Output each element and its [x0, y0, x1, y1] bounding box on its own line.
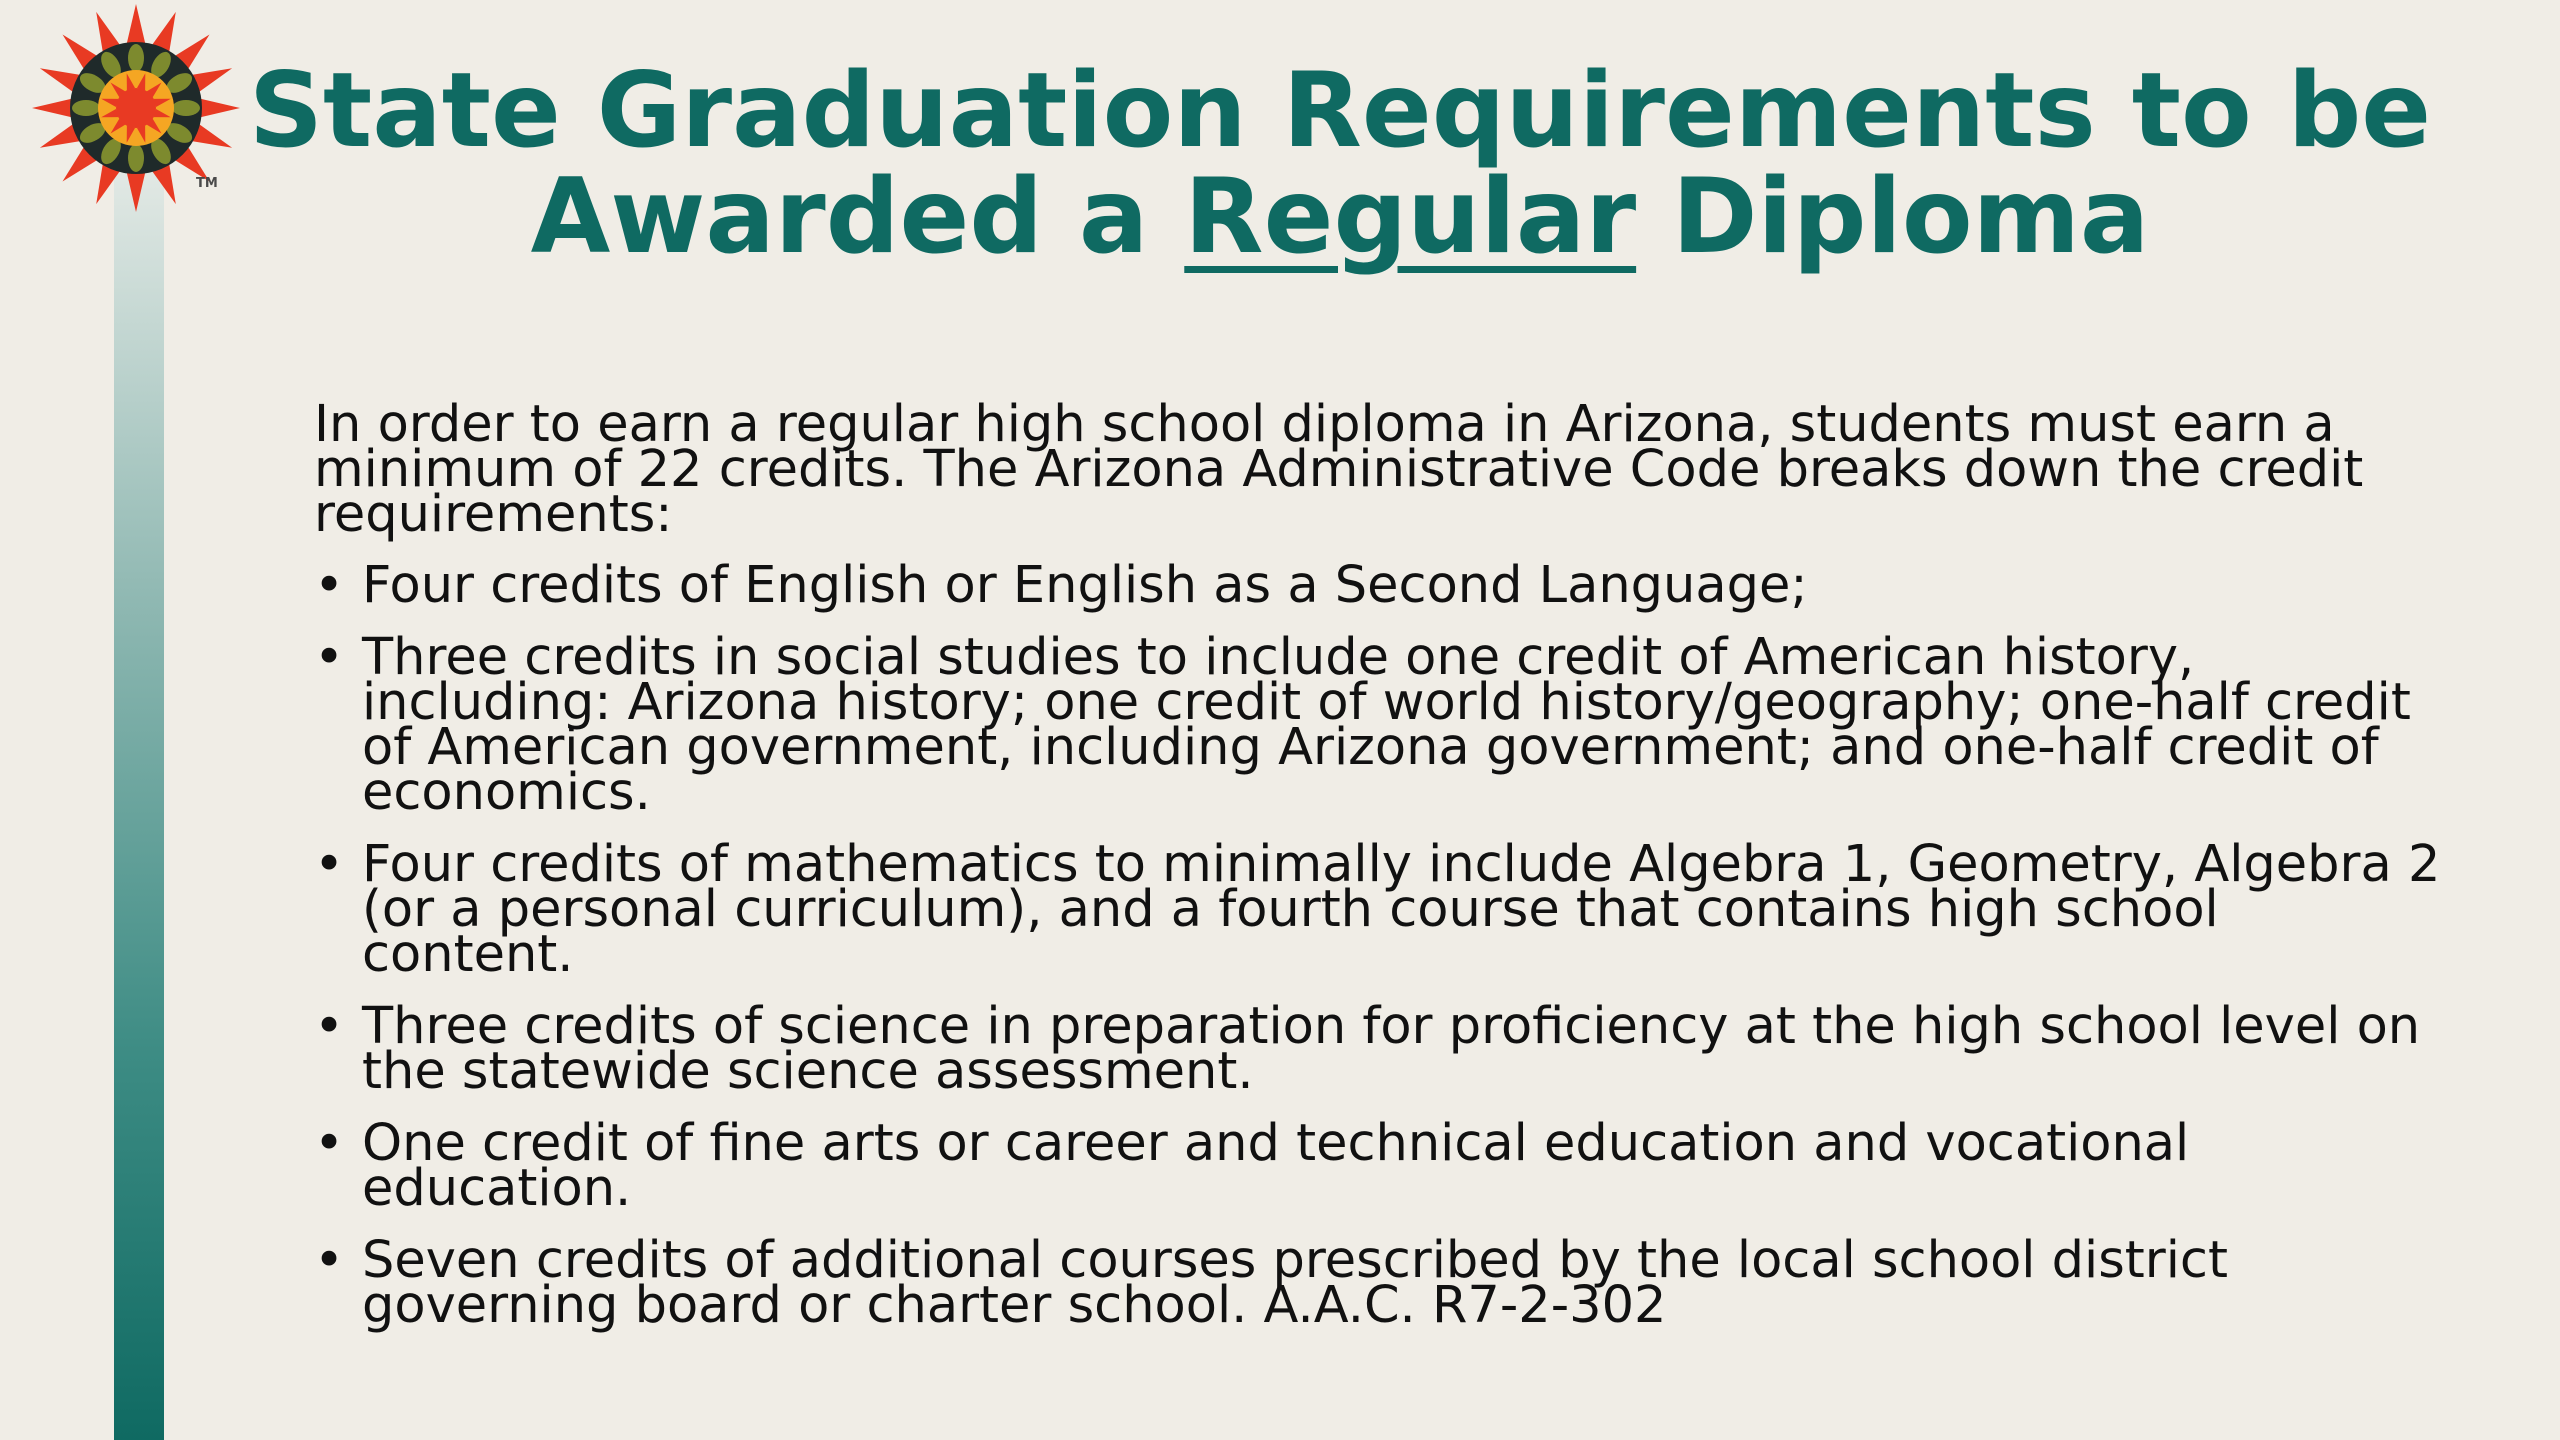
slide-body: [314, 395, 2444, 1355]
title-text-part2: Diploma: [1636, 157, 2150, 277]
list-item: [314, 1231, 2444, 1335]
list-item-text: Seven credits of additional courses prescribed by the local school district governing board or charter school. A.A.C. R7-2-302: [362, 1231, 2228, 1335]
intro-paragraph: In order to earn a regular high school diploma in Arizona, students must earn a minimum of 22 credits. The Arizona Administrative Code breaks down the credit requirements:: [314, 395, 2364, 544]
requirements-list: [314, 556, 2444, 1335]
list-item-text: Three credits of science in preparation for proficiency at the high school level on the statewide science assessment.: [362, 997, 2421, 1101]
bullet-glyph: •: [314, 835, 345, 894]
list-item-text: One credit of fine arts or career and technical education and vocational education.: [362, 1114, 2190, 1218]
logo-leaf: [72, 100, 100, 116]
logo-leaf: [128, 144, 144, 172]
list-item-text: Four credits of mathematics to minimally include Algebra 1, Geometry, Algebra 2 (or a personal curriculum), and a fourth course that contains high school content.: [362, 835, 2441, 984]
slide-title: [230, 51, 2450, 277]
list-item-text: Four credits of English or English as a Second Language;: [362, 556, 1808, 615]
list-item: [314, 628, 2444, 822]
list-item: [314, 997, 2444, 1101]
list-item: [314, 1114, 2444, 1218]
logo-leaf: [172, 100, 200, 116]
title-text-part1: State Graduation Requirements to be Awarded a: [248, 51, 2432, 277]
bullet-glyph: •: [314, 628, 345, 687]
list-item: [314, 835, 2444, 984]
list-item: [314, 556, 2444, 615]
accent-side-bar: [114, 150, 164, 1440]
title-underlined-word: Regular: [1184, 157, 1637, 277]
bullet-glyph: •: [314, 1114, 345, 1173]
bullet-glyph: •: [314, 1231, 345, 1290]
bullet-glyph: •: [314, 556, 345, 615]
list-item-text: Three credits in social studies to include one credit of American history, including: Arizona history; one credit of world history/geography; one-half credit of American government, including Arizona government; and one-half credit of economics.: [362, 628, 2411, 822]
logo-leaf: [128, 44, 144, 72]
bullet-glyph: •: [314, 997, 345, 1056]
trademark-mark: TM: [196, 176, 218, 191]
